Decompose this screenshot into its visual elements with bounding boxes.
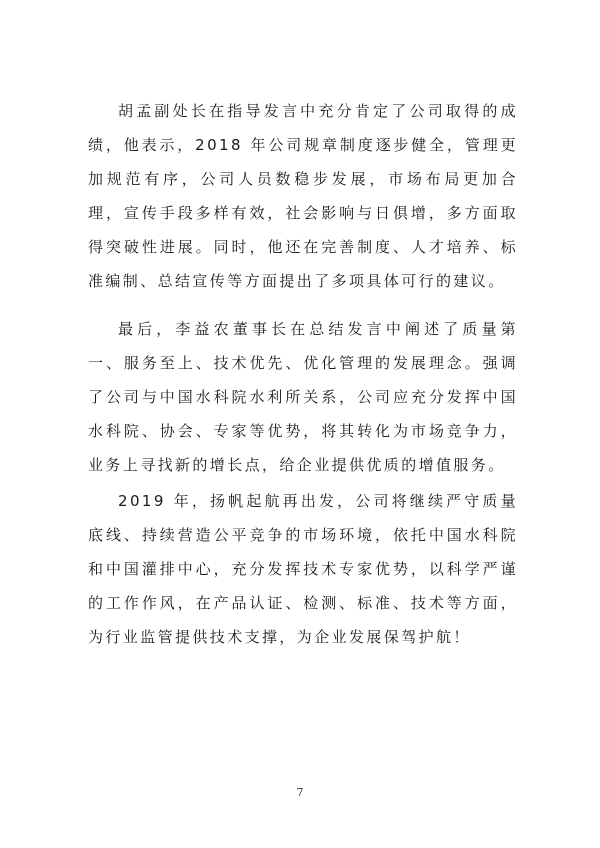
page-number: 7: [296, 786, 304, 799]
paragraph-2: 最后，李益农董事长在总结发言中阐述了质量第一、服务至上、技术优先、优化管理的发展理念。强调了公司与中国水科院水利所关系，公司应充分发挥中国水科院、协会、专家等优势，将其转化为市场竞争力，业务上寻找新的增长点，给企业提供优质的增值服务。: [88, 320, 518, 474]
paragraph-3: 2019 年，扬帆起航再出发，公司将继续严守质量底线、持续营造公平竞争的市场环境，依托中国水科院和中国灌排中心，充分发挥技术专家优势，以科学严谨的工作作风，在产品认证、检测、标准、技术等方面，为行业监管提供技术支撑，为企业发展保驾护航！: [88, 492, 518, 646]
paragraph-1: 胡孟副处长在指导发言中充分肯定了公司取得的成绩，他表示，2018 年公司规章制度逐步健全，管理更加规范有序，公司人员数稳步发展，市场布局更加合理，宣传手段多样有效，社会影响与日俱增，多方面取得突破性进展。同时，他还在完善制度、人才培养、标准编制、总结宣传等方面提出了多项具体可行的建议。: [88, 102, 518, 290]
